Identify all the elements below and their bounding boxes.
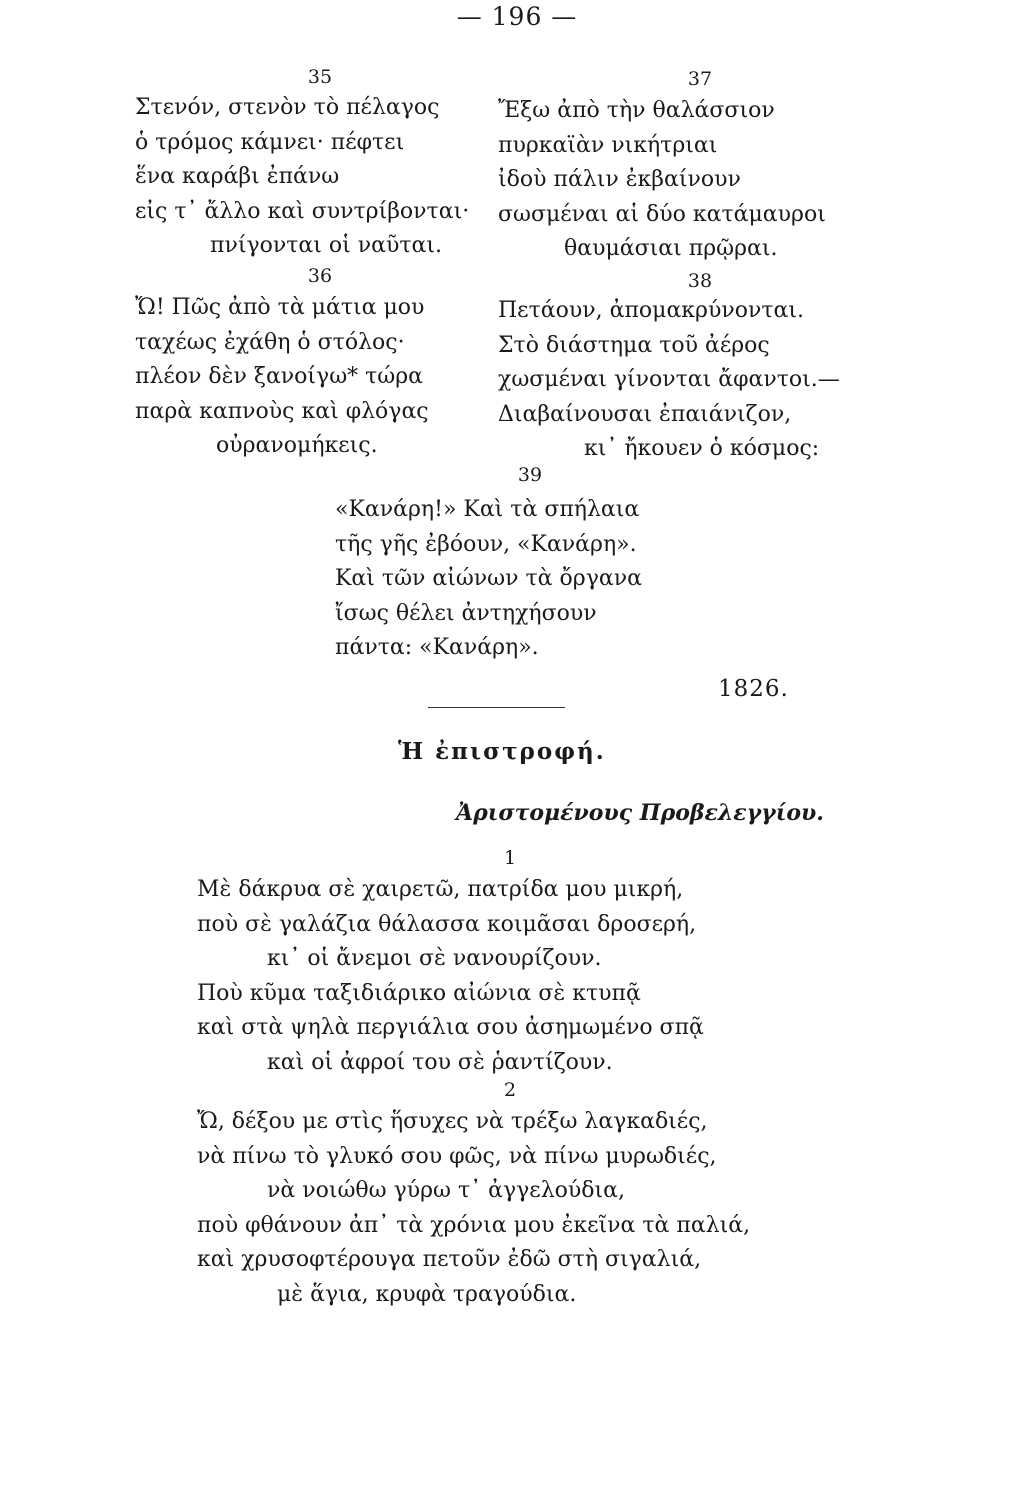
stanza-35-line-2: ὁ τρόμος κάμνει· πέφτει (135, 129, 405, 155)
stanza-39-line-4: ἴσως θέλει ἀντηχήσουν (335, 600, 597, 626)
stanza-35-line-1: Στενόν, στενὸν τὸ πέλαγος (135, 95, 440, 120)
stanza-number-36: 36 (307, 265, 333, 287)
stanza-38-line-3: χωσμέναι γίνονται ἄφαντοι.— (498, 367, 840, 392)
stanza-39-line-3: Καὶ τῶν αἰώνων τὰ ὄργανα (335, 566, 642, 591)
page-number: — 196 — (456, 2, 578, 31)
stanza-39-line-5: πάντα: «Κανάρη». (335, 635, 539, 660)
stanza-37-line-2: πυρκαϊὰν νικήτριαι (498, 132, 718, 158)
poem-title: Ἡ ἐπιστροφή. (398, 738, 606, 765)
poem2-stanza-2-line-5: καὶ χρυσοφτέρουγα πετοῦν ἐδῶ στὴ σιγαλιά, (197, 1247, 702, 1272)
stanza-number-37: 37 (687, 68, 713, 90)
stanza-36-line-5: οὐρανομήκεις. (216, 433, 378, 458)
poem2-stanza-2-line-4: ποὺ φθάνουν ἀπ᾽ τὰ χρόνια μου ἐκεῖνα τὰ παλιά, (197, 1212, 751, 1238)
poem2-stanza-number-1: 1 (503, 847, 517, 869)
poem-author: Ἀριστομένους Προβελεγγίου. (456, 800, 824, 826)
stanza-36-line-4: παρὰ καπνοὺς καὶ φλόγας (135, 398, 429, 424)
stanza-37-line-4: σωσμέναι αἱ δύο κατάμαυροι (498, 201, 826, 227)
stanza-39-line-1: «Κανάρη!» Καὶ τὰ σπήλαια (335, 497, 640, 522)
poem2-stanza-number-2: 2 (503, 1079, 517, 1101)
stanza-number-38: 38 (687, 270, 713, 292)
stanza-38-line-4: Διαβαίνουσαι ἐπαιάνιζον, (498, 401, 792, 427)
poem2-stanza-1-line-6: καὶ οἱ ἀφροί του σὲ ῥαντίζουν. (267, 1049, 613, 1075)
stanza-39 (335, 493, 642, 666)
stanza-37-line-3: ἰδοὺ πάλιν ἐκβαίνουν (498, 167, 741, 192)
poem2-stanza-1-line-5: καὶ στὰ ψηλὰ περγιάλια σου ἀσημωμένο σπᾷ (197, 1015, 704, 1040)
year: 1826. (718, 676, 789, 702)
stanza-38-line-5: κι᾽ ἤκουεν ὁ κόσμος: (584, 436, 820, 461)
poem2-stanza-2 (197, 1105, 750, 1312)
stanza-38 (498, 294, 840, 467)
stanza-38-line-2: Στὸ διάστημα τοῦ ἀέρος (498, 332, 770, 358)
poem2-stanza-2-line-2: νὰ πίνω τὸ γλυκό σου φῶς, νὰ πίνω μυρωδιές, (197, 1143, 717, 1169)
poem2-stanza-2-line-3: νὰ νοιώθω γύρω τ᾽ ἀγγελούδια, (267, 1178, 625, 1203)
stanza-35 (135, 91, 469, 264)
stanza-39-line-2: τῆς γῆς ἐβόουν, «Κανάρη». (335, 531, 637, 557)
poem2-stanza-2-line-6: μὲ ἅγια, κρυφὰ τραγούδια. (277, 1281, 577, 1307)
stanza-37-line-1: Ἔξω ἀπὸ τὴν θαλάσσιον (498, 98, 775, 123)
stanza-number-39: 39 (517, 464, 543, 486)
poem2-stanza-1-line-2: ποὺ σὲ γαλάζια θάλασσα κοιμᾶσαι δροσερή, (197, 911, 697, 937)
stanza-38-line-1: Πετάουν, ἀπομακρύνονται. (498, 298, 805, 323)
stanza-35-line-4: εἰς τ᾽ ἄλλο καὶ συντρίβονται· (135, 198, 470, 224)
stanza-37-line-5: θαυμάσιαι πρῷραι. (564, 236, 778, 261)
poem2-stanza-1-line-1: Μὲ δάκρυα σὲ χαιρετῶ, πατρίδα μου μικρή, (197, 877, 684, 902)
poem2-stanza-1-line-4: Ποὺ κῦμα ταξιδιάρικο αἰώνια σὲ κτυπᾷ (197, 980, 641, 1006)
stanza-number-35: 35 (307, 66, 333, 88)
stanza-36 (135, 291, 429, 464)
poem2-stanza-1-line-3: κι᾽ οἱ ἄνεμοι σὲ νανουρίζουν. (267, 946, 602, 971)
poem2-stanza-1 (197, 873, 704, 1080)
stanza-35-line-3: ἕνα καράβι ἐπάνω (135, 164, 340, 189)
stanza-36-line-1: Ὤ! Πῶς ἀπὸ τὰ μάτια μου (135, 295, 425, 320)
stanza-36-line-2: ταχέως ἐχάθη ὁ στόλος· (135, 329, 405, 355)
separator-rule (428, 707, 565, 708)
stanza-35-line-5: πνίγονται οἱ ναῦται. (210, 233, 442, 258)
stanza-37 (498, 94, 826, 267)
stanza-36-line-3: πλέον δὲν ξανοίγω* τώρα (135, 364, 424, 389)
poem2-stanza-2-line-1: Ὤ, δέξου με στὶς ἥσυχες νὰ τρέξω λαγκαδιές, (197, 1109, 708, 1134)
